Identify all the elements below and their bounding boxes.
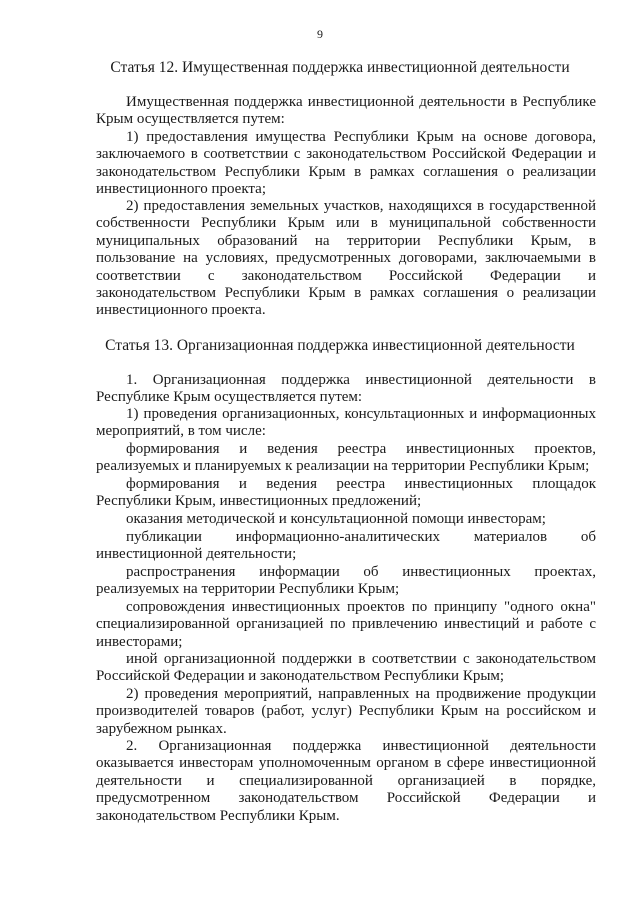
article-13-title: Статья 13. Организационная поддержка инвестиционной деятельности — [105, 337, 575, 354]
page-number: 9 — [317, 27, 323, 41]
article-13-subitem-one-window: сопровождения инвестиционных проектов по принципу "одного окна" специализированной организацией по привлечению инвестиций и работе с инвесторами; — [96, 599, 596, 650]
article-12-item-2: 2) предоставления земельных участков, находящихся в государственной собственности Республики Крым или в муниципальной собственности муниципальных образований на территории Республики Крым, в пользование на условиях, предусмотренных договорами, заключаемыми в соответствии с законодательством Российской Федерации и законодательством Республики Крым в рамках соглашения о реализации инвестиционного проекта. — [96, 198, 596, 319]
article-13-item-2: 2) проведения мероприятий, направленных на продвижение продукции производителей товаров (работ, услуг) Республики Крым на российском и зарубежном рынках. — [96, 686, 596, 737]
article-13-subitem-publications: публикации информационно-аналитических материалов об инвестиционной деятельности; — [96, 529, 596, 563]
article-12-title: Статья 12. Имущественная поддержка инвестиционной деятельности — [110, 59, 570, 76]
article-13-item-1: 1) проведения организационных, консультационных и информационных мероприятий, в том числе: — [96, 406, 596, 440]
article-13-subitem-registry-sites: формирования и ведения реестра инвестиционных площадок Республики Крым, инвестиционных предложений; — [96, 476, 596, 510]
article-13-subitem-registry-projects: формирования и ведения реестра инвестиционных проектов, реализуемых и планируемых к реализации на территории Республики Крым; — [96, 441, 596, 475]
article-13-subitem-methodical-help: оказания методической и консультационной помощи инвесторам; — [126, 511, 546, 527]
article-12-intro: Имущественная поддержка инвестиционной деятельности в Республике Крым осуществляется путем: — [96, 94, 596, 128]
article-13-paragraph-1: 1. Организационная поддержка инвестиционной деятельности в Республике Крым осуществляется путем: — [96, 372, 596, 406]
article-13-subitem-information: распространения информации об инвестиционных проектах, реализуемых на территории Республики Крым; — [96, 564, 596, 598]
article-13-subitem-other-support: иной организационной поддержки в соответствии с законодательством Российской Федерации и законодательством Республики Крым; — [96, 651, 596, 685]
article-12-item-1: 1) предоставления имущества Республики Крым на основе договора, заключаемого в соответствии с законодательством Российской Федерации и законодательством Республики Крым в рамках соглашения о реализации инвестиционного проекта; — [96, 129, 596, 198]
article-13-paragraph-2: 2. Организационная поддержка инвестиционной деятельности оказывается инвесторам уполномоченным органом в сфере инвестиционной деятельности и специализированной организацией в порядке, предусмотренном законодательством Российской Федерации и законодательством Республики Крым. — [96, 738, 596, 824]
